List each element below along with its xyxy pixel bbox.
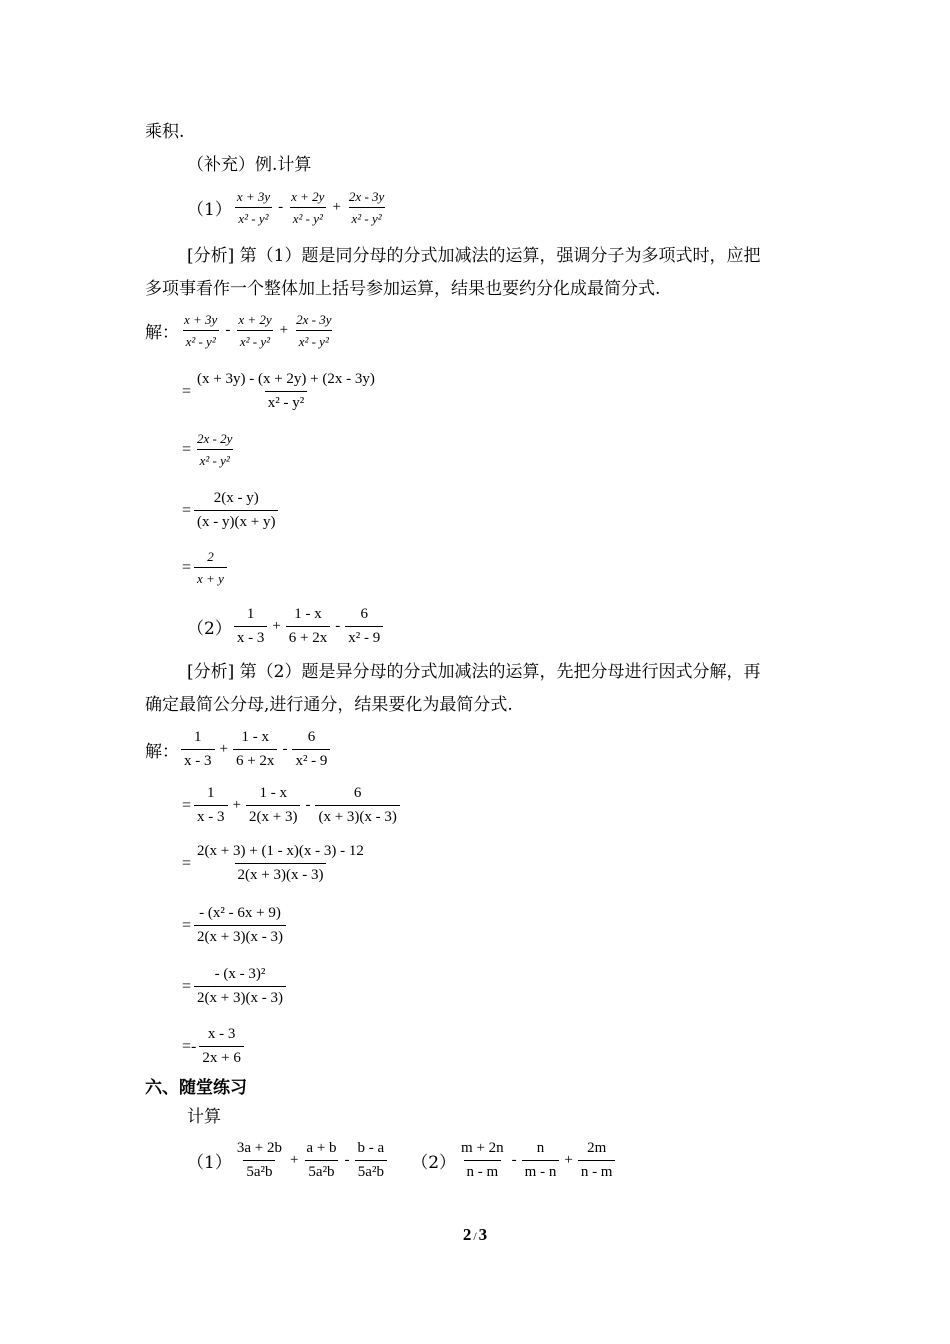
page-separator: /	[473, 1229, 477, 1243]
fraction: $\frac{1}{x - 3}$	[194, 784, 228, 827]
problem-label: （2）	[187, 619, 232, 639]
solution-2-line-1: 解： $\frac{1}{x - 3}$ + $\frac{1 - x}{6 + 2x}$ - $\frac{6}{\text{x² - 9}}$	[145, 728, 332, 771]
section-heading: 六、随堂练习	[145, 1078, 247, 1098]
problem-2: （2） $\frac{1}{x - 3}$ + $\frac{1 - x}{6 + 2x}$ - $\frac{6}{\text{x² - 9}}$	[187, 605, 385, 648]
text-line: （补充）例.计算	[187, 155, 312, 175]
fraction: $\frac{x + 3y}{\text{x² - y²}}$	[184, 312, 218, 349]
fraction: $\frac{6}{\text{x² - 9}}$	[345, 605, 383, 648]
exercise-label: （1）	[187, 1153, 232, 1173]
analysis-text: 多项事看作一个整体加上括号参加运算，结果也要约分化成最简分式.	[145, 279, 661, 299]
fraction: $\frac{2}{x + y}$	[194, 548, 227, 587]
text-line: 乘积.	[145, 122, 185, 142]
solution-1-line-1: 解： $\frac{x + 3y}{\text{x² - y²}}$ - $\frac{x + 2y}{\text{x² - y²}}$ + $\frac{2x - 3y}{\text{x² - y²}}$	[145, 311, 336, 350]
fraction: $\frac{1 - x}{6 + 2x}$	[286, 605, 330, 648]
analysis-text: [分析] 第（1）题是同分母的分式加减法的运算，强调分子为多项式时，应把	[187, 246, 761, 266]
fraction: $\frac{6}{\text{x² - 9}}$	[292, 728, 330, 771]
fraction: $\frac{\text{- (x² - 6x + 9)}}{2(x + 3)(x - 3)}$	[194, 904, 286, 947]
solution-2-step: = $\frac{2(x + 3) + (1 - x)(x - 3) - 12}{2(x + 3)(x - 3)}$	[182, 842, 369, 885]
fraction: $\frac{1}{x - 3}$	[234, 605, 268, 648]
solution-2-step: =- $\frac{x - 3}{2x + 6}$	[182, 1025, 246, 1068]
fraction: $\frac{2m}{n - m}$	[578, 1139, 616, 1182]
fraction: $\frac{b - a}{\text{5a²b}}$	[355, 1139, 388, 1182]
problem-1: （1） $\frac{x + 3y}{\text{x² - y²}}$ - $\frac{x + 2y}{\text{x² - y²}}$ + $\frac{2x - 3y}{\text{x² - y²}}$	[187, 188, 389, 227]
solution-1-step: = $\frac{(x + 3y) - (x + 2y) + (2x - 3y)}{\text{x² - y²}}$	[182, 370, 380, 413]
solution-1-step: = $\frac{2(x - y)}{(x - y)(x + y)}$	[182, 489, 280, 532]
fraction: $\frac{x + 2y}{\text{x² - y²}}$	[238, 312, 272, 349]
fraction: $\frac{1 - x}{6 + 2x}$	[233, 728, 277, 771]
fraction: $\frac{2x - 3y}{\text{x² - y²}}$	[296, 312, 332, 349]
fraction: $\frac{n}{m - n}$	[522, 1139, 560, 1182]
solution-label: 解：	[145, 742, 179, 762]
solution-2-step: = $\frac{1}{x - 3}$ + $\frac{1 - x}{2(x + 3)}$ - $\frac{6}{(x + 3)(x - 3)}$	[182, 784, 402, 827]
fraction: $\frac{3a + 2b}{\text{5a²b}}$	[236, 1140, 282, 1180]
fraction: $\frac{m + 2n}{n - m}$	[461, 1140, 504, 1180]
fraction: $\frac{2x - 2y}{\text{x² - y²}}$	[197, 431, 233, 468]
fraction: $\frac{1 - x}{2(x + 3)}$	[246, 784, 300, 827]
fraction: $\frac{2x - 3y}{\text{x² - y²}}$	[348, 189, 385, 226]
problem-label: （1）	[187, 200, 232, 220]
exercise-row: （1） $\frac{3a + 2b}{\text{5a²b}}$ + $\frac{a + b}{\text{5a²b}}$ - $\frac{b - a}{\text{5a²b}}$ （2） $\frac{m + 2n}{n - m}$ - $\frac{n}{m - n}$ + $\frac{2m}{n - m}$	[187, 1139, 617, 1182]
analysis-text: 确定最简公分母,进行通分，结果要化为最简分式.	[145, 695, 513, 715]
current-page: 2	[462, 1225, 472, 1244]
fraction: $\frac{(x + 3y) - (x + 2y) + (2x - 3y)}{\text{x² - y²}}$	[197, 371, 375, 411]
fraction: $\frac{x + 2y}{\text{x² - y²}}$	[291, 189, 325, 226]
fraction: $\frac{1}{x - 3}$	[181, 728, 215, 771]
solution-1-step: = $\frac{2x - 2y}{\text{x² - y²}}$	[182, 430, 237, 469]
fraction: $\frac{2(x + 3) + (1 - x)(x - 3) - 12}{2(x + 3)(x - 3)}$	[197, 843, 364, 883]
fraction: $\frac{2(x - y)}{(x - y)(x + y)}$	[194, 489, 278, 532]
total-pages: 3	[478, 1225, 488, 1244]
fraction: $\frac{\text{- (x - 3)²}}{2(x + 3)(x - 3)}$	[194, 965, 286, 1008]
fraction: $\frac{x - 3}{2x + 6}$	[199, 1025, 243, 1068]
fraction: $\frac{x + 3y}{\text{x² - y²}}$	[236, 189, 271, 226]
fraction: $\frac{a + b}{\text{5a²b}}$	[306, 1140, 337, 1180]
solution-label: 解：	[145, 323, 179, 343]
solution-2-step: = $\frac{\text{- (x - 3)²}}{2(x + 3)(x - 3)}$	[182, 965, 288, 1008]
analysis-text: [分析] 第（2）题是异分母的分式加减法的运算，先把分母进行因式分解，再	[187, 662, 761, 682]
exercise-label: （2）	[411, 1153, 457, 1173]
page-number	[0, 1225, 950, 1245]
text-line: 计算	[187, 1107, 221, 1127]
solution-1-step: = $\frac{2}{x + y}$	[182, 548, 229, 587]
solution-2-step: = $\frac{\text{- (x² - 6x + 9)}}{2(x + 3)(x - 3)}$	[182, 904, 288, 947]
fraction: $\frac{6}{(x + 3)(x - 3)}$	[315, 784, 399, 827]
